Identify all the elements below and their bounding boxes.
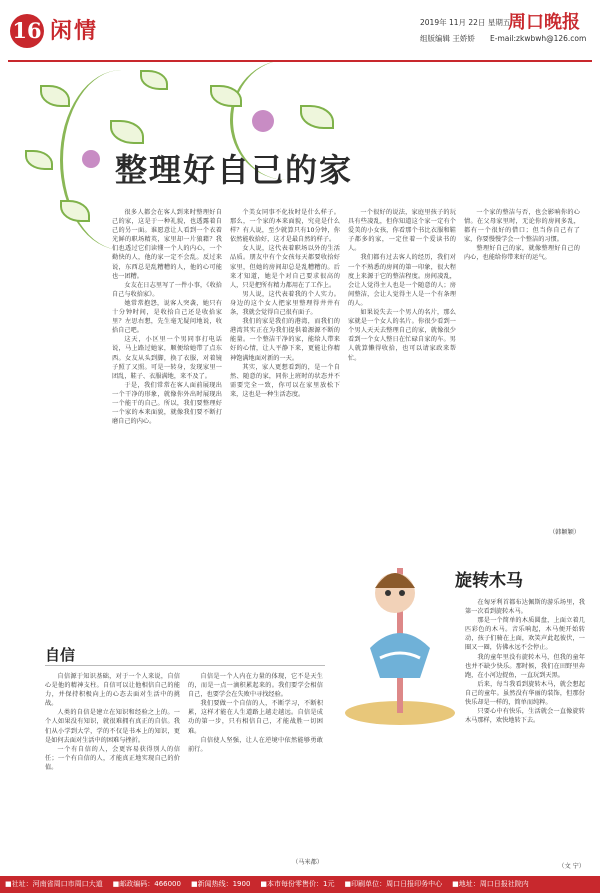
article-signature bbox=[464, 528, 580, 538]
box-signature bbox=[188, 858, 323, 868]
paragraph: 我们的家是我们的港湾，而我们的港湾其实正在为我们提供着源源不断的能量。一个整洁干净的家，能给人带来好的心情，让人平静下来，更能让你精神饱满地面对新的一天。 bbox=[230, 318, 340, 362]
paragraph: 一个有自信的人，会更容易获得别人的信任；一个有自信的人，才能真正地实现自己的价值。 bbox=[45, 745, 180, 771]
carousel-signature bbox=[465, 862, 585, 872]
paragraph: 这天，小区里一个男同事打电话说，马上路过她家，顺便给她带了点东西。女友从头到脚，换了衣服，对着镜子照了又照。可是一转身，发现家里一团乱，鞋子、衣服满地，来不及了。 bbox=[112, 336, 222, 380]
article-column-2 bbox=[230, 208, 340, 533]
paragraph: 其实，家人更想看到的，是一个自然、随意的家，同你上班时的状态并不需要完全一致，你可以在家里放松下来，这也是一种生活态度。 bbox=[230, 363, 340, 398]
paragraph: 如果说失去一个男人的名片，那么家就是一个女人的名片。你很少看到一个男人天天去整理自己的家，就像很少看到一个女人整日在忙碌自家的车。男人就算懒得收拾，也可以请家政来帮忙。 bbox=[348, 309, 456, 362]
flower-decoration bbox=[82, 150, 100, 168]
paragraph: 自信使人坚强，让人在逆境中依然能够勇敢前行。 bbox=[188, 736, 323, 753]
paragraph: 我的童年里没有旋转木马，但我的童年也并不缺少快乐。那时候，我们在田野里奔跑，在小河边捉鱼，一直玩到天黑。 bbox=[465, 653, 585, 679]
paragraph: 女人说，这代表着职场以外的生活品质。朋友中有个女孩每天都要收拾好家里，但她的房间却总是乱糟糟的。后来才知道，她是个对自己要求很高的人，只是把所有精力都用在了工作上。 bbox=[230, 245, 340, 289]
signature-text: （马米都） bbox=[292, 859, 323, 866]
footer-item: ■地址：周口日报社院内 bbox=[452, 880, 529, 888]
signature-text: （文 宁） bbox=[558, 863, 585, 870]
page-number: 16 bbox=[10, 14, 44, 48]
footer-item: ■社址：河南省周口市周口大道 bbox=[5, 880, 103, 888]
editor-line: 组版编辑 王娇娇 bbox=[420, 34, 475, 43]
footer-item: ■本市每份零售价：1元 bbox=[260, 880, 335, 888]
flower-decoration bbox=[252, 110, 274, 132]
newspaper-logo: 周口晚报 bbox=[508, 12, 580, 33]
paragraph: 自信源于知识基础，对于一个人来说，自信心是他的精神支柱。自信可以让他相信自己的能力，并保持积极向上的心态去面对生活中的挑战。 bbox=[45, 673, 180, 708]
paragraph: 个美女同事不化妆时是什么样子。那么，一个家的本来面貌，究竟是什么样？有人说，至少就算只有10分钟，你依然能收拾好，这才是最自然的样子。 bbox=[230, 209, 340, 244]
paragraph: 于是，我们常常在客人面前展现出一个干净的形象，就像你外出时展现出一个能干的自己。所以，我们要整理好一个家的本来面貌，就像我们要不断打磨自己的内心。 bbox=[112, 381, 222, 426]
paragraph: 那是一个简单的木质圆盘，上面立着几匹彩色的木马。音乐响起，木马便开始转动，孩子们骑在上面，欢笑声此起彼伏，一圈又一圈，仿佛永远不会停止。 bbox=[465, 617, 585, 652]
paragraph: 她常常抱怨，说客人突袭，她只有十分钟时间，是收拾自己还是收拾家里？左思右想，先生毫无疑问地说，收拾自己吧。 bbox=[112, 299, 222, 335]
section-subtitle: 旋转木马 bbox=[455, 571, 523, 591]
article-title: 整理好自己的家 bbox=[115, 151, 354, 189]
box-title: 自信 bbox=[45, 646, 76, 664]
paragraph: 一个家的整洁与否，也会影响你的心情。在父母家里时，无论你的房间多乱，都有一个很好的借口；但当你自己有了家，你要慢慢学会一个整洁的习惯。 bbox=[464, 209, 580, 244]
paragraph: 我们都有过去客人的经历，我们对一个不熟悉的房间的第一印象，很大程度上来源于它的整洁程度。房间凌乱，会让人觉得主人也是一个随意的人；房间整洁，会让人觉得主人是一个有条理的人。 bbox=[348, 254, 456, 307]
box-column-2 bbox=[188, 672, 323, 857]
carousel-illustration bbox=[340, 548, 460, 728]
paragraph: 人类的自信是建立在知识和经验之上的。一个人如果没有知识，就很难拥有真正的自信。我们从小学到大学，学的不仅是书本上的知识，更是如何去面对生活中的困难与挫折。 bbox=[45, 709, 180, 744]
signature-text: （韩颖颖） bbox=[549, 529, 580, 536]
email-line: E-mail:zkwbwh@126.com bbox=[490, 34, 587, 43]
paragraph: 我们要做一个自信的人，不断学习，不断积累，这样才能在人生道路上越走越远。自信是成功的第一步，只有相信自己，才能战胜一切困难。 bbox=[188, 700, 323, 735]
paragraph: 后来，每当我看到旋转木马，就会想起自己的童年。虽然没有华丽的装饰，但那份快乐却是一样的，简单而纯粹。 bbox=[465, 680, 585, 707]
paragraph: 一个很好的说法，家庭里孩子的玩具有些凌乱，但你知道这个家一定有个爱美的小女孩，你看那个书比衣服和鞋子都多的家，一定住着一个爱读书的人。 bbox=[348, 209, 456, 253]
leaf-decoration bbox=[25, 150, 53, 170]
footer-item: ■新闻热线：1900 bbox=[190, 880, 251, 888]
footer-item: ■邮政编码：466000 bbox=[112, 880, 181, 888]
header-divider bbox=[8, 60, 592, 62]
leaf-decoration bbox=[40, 85, 70, 107]
carousel-column bbox=[465, 598, 585, 870]
paragraph: 只要心中有快乐，生活就会一直像旋转木马那样，欢快地转下去。 bbox=[465, 708, 585, 725]
article-column-4 bbox=[464, 208, 580, 528]
paragraph: 女友在日志里写了一件小事，《收拾自己与收拾家》。 bbox=[112, 281, 222, 298]
article-column-1 bbox=[112, 208, 222, 533]
footer-bar bbox=[0, 876, 600, 893]
paragraph: 自信是一个人内在力量的体现，它不是天生的，而是一点一滴积累起来的。我们要学会相信自己，也要学会在失败中寻找经验。 bbox=[188, 673, 323, 699]
paragraph: 在匈牙利首都布达佩斯的游乐场里，我第一次看到旋转木马。 bbox=[465, 599, 585, 616]
paragraph: 整理好自己的家，就像整理好自己的内心，也能给你带来好的运气。 bbox=[464, 245, 580, 262]
footer-item: ■印刷单位：周口日报印务中心 bbox=[344, 880, 443, 888]
article-column-3 bbox=[348, 208, 456, 523]
section-title: 闲情 bbox=[50, 18, 99, 44]
box-column-1 bbox=[45, 672, 180, 867]
date-line: 2019年 11月 22日 星期五 bbox=[420, 18, 511, 27]
paragraph: 男人说，这代表着我的个人实力。身边的这个女人把家里整理得井井有条，我就会觉得自己很有面子。 bbox=[230, 290, 340, 317]
paragraph: 很多人都会在客人到来时整理好自己的家，这是于一种礼貌，也透露着自己的另一面。谁愿意让人看到一个衣着光鲜的职场精英，家里却一片狼藉？我们也透过它们读懂一个人的内心，一个勤快的人，他的家一定不会乱。反过来说，东西总是乱糟糟的人，他的心可能也一团糟。 bbox=[112, 209, 222, 280]
